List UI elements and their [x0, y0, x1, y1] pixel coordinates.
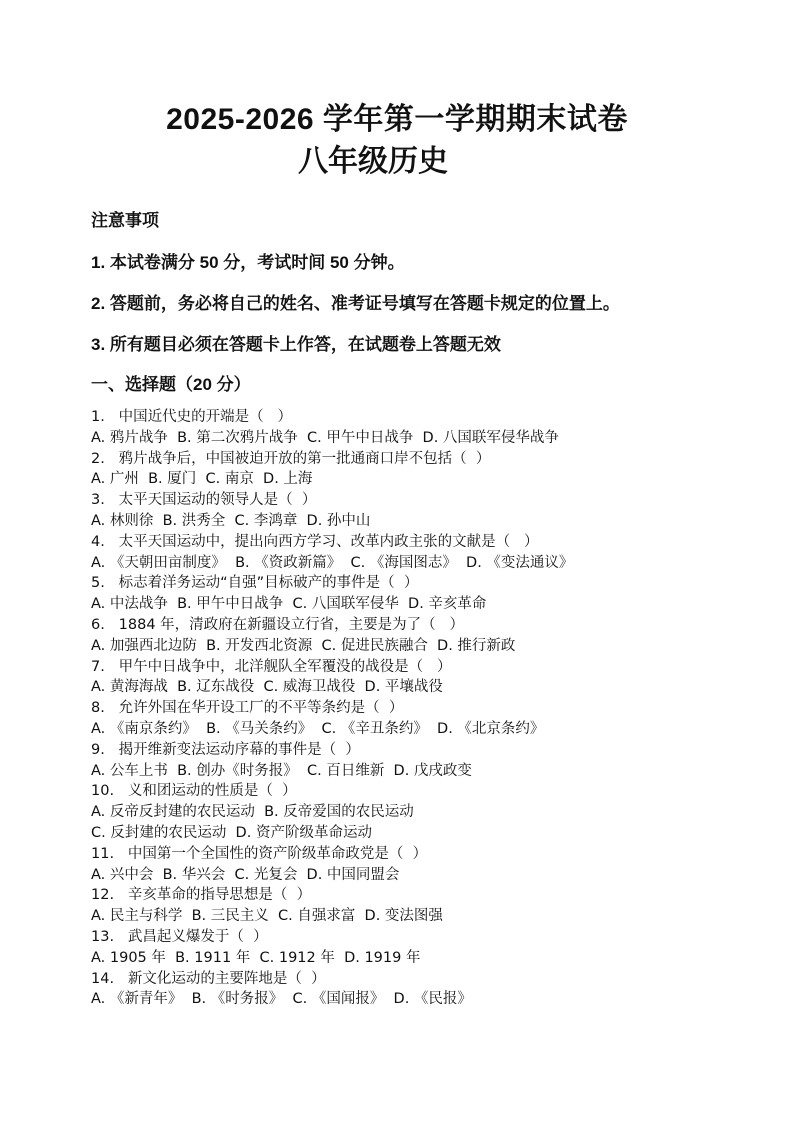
question-stem: 3. 太平天国运动的领导人是（ ） — [91, 492, 317, 509]
question-stem: 1. 中国近代史的开端是（ ） — [91, 409, 292, 425]
question-options: C. 反封建的农民运动 D. 资产阶级革命运动 — [91, 824, 372, 841]
question-stem: 5. 标志着洋务运动“自强”目标破产的事件是（ ） — [91, 575, 419, 592]
question-options: A. 《南京条约》 B. 《马关条约》 C. 《辛丑条约》 D. 《北京条约》 — [91, 720, 545, 737]
question-options: A. 公车上书 B. 创办《时务报》 C. 百日维新 D. 戊戌政变 — [91, 762, 472, 779]
question-list — [91, 407, 771, 1010]
question-options: A. 鸦片战争 B. 第二次鸦片战争 C. 甲午中日战争 D. 八国联军侵华战争 — [91, 429, 559, 446]
question-item — [91, 844, 771, 886]
question-stem: 11. 中国第一个全国性的资产阶级革命政党是（ ） — [91, 845, 428, 862]
notice-item-1: 1. 本试卷满分 50 分，考试时间 50 分钟。 — [91, 253, 405, 272]
question-stem: 13. 武昌起义爆发于（ ） — [91, 928, 268, 945]
question-item — [91, 740, 771, 782]
question-options: A. 加强西北边防 B. 开发西北资源 C. 促进民族融合 D. 推行新政 — [91, 637, 516, 654]
question-options: A. 中法战争 B. 甲午中日战争 C. 八国联军侵华 D. 辛亥革命 — [91, 596, 487, 613]
question-item — [91, 969, 771, 1011]
question-item — [91, 657, 771, 699]
question-item — [91, 927, 771, 969]
question-item — [91, 449, 771, 491]
question-stem: 8. 允许外国在华开设工厂的不平等条约是（ ） — [91, 700, 404, 717]
question-options: A. 《天朝田亩制度》 B. 《资政新篇》 C. 《海国图志》 D. 《变法通议》 — [91, 554, 574, 571]
question-stem: 10. 义和团运动的性质是（ ） — [91, 783, 297, 800]
question-stem: 2. 鸦片战争后，中国被迫开放的第一批通商口岸不包括（ ） — [91, 450, 491, 467]
question-options: A. 民主与科学 B. 三民主义 C. 自强求富 D. 变法图强 — [91, 908, 443, 925]
question-stem: 14. 新文化运动的主要阵地是（ ） — [91, 970, 326, 987]
question-options: A. 1905 年 B. 1911 年 C. 1912 年 D. 1919 年 — [91, 949, 421, 966]
question-item — [91, 615, 771, 657]
notice-item-2: 2. 答题前，务必将自己的姓名、准考证号填写在答题卡规定的位置上。 — [91, 294, 620, 313]
question-options: A. 广州 B. 厦门 C. 南京 D. 上海 — [91, 471, 313, 488]
section-title: 一、选择题（20 分） — [91, 375, 251, 394]
question-options: A. 《新青年》 B. 《时务报》 C. 《国闻报》 D. 《民报》 — [91, 991, 472, 1008]
question-item — [91, 407, 771, 449]
question-item — [91, 532, 771, 574]
question-stem: 4. 太平天国运动中，提出向西方学习、改革内政主张的文献是（ ） — [91, 533, 539, 550]
exam-title: 2025-2026 学年第一学期期末试卷 — [166, 103, 628, 136]
question-item — [91, 490, 771, 532]
question-options: A. 林则徐 B. 洪秀全 C. 李鸿章 D. 孙中山 — [91, 512, 371, 529]
question-stem: 7. 甲午中日战争中，北洋舰队全军覆没的战役是（ ） — [91, 658, 452, 675]
question-item — [91, 573, 771, 615]
question-options: A. 兴中会 B. 华兴会 C. 光复会 D. 中国同盟会 — [91, 866, 400, 883]
question-item — [91, 885, 771, 927]
question-item — [91, 781, 771, 843]
question-stem: 6. 1884 年，清政府在新疆设立行省，主要是为了（ ） — [91, 616, 464, 633]
question-options: A. 黄海海战 B. 辽东战役 C. 威海卫战役 D. 平壤战役 — [91, 679, 443, 696]
question-stem: 9. 揭开维新变法运动序幕的事件是（ ） — [91, 741, 360, 758]
question-options: A. 反帝反封建的农民运动 B. 反帝爱国的农民运动 — [91, 804, 414, 821]
exam-subtitle: 八年级历史 — [298, 145, 448, 178]
notice-heading: 注意事项 — [91, 211, 159, 230]
notice-item-3: 3. 所有题目必须在答题卡上作答，在试题卷上答题无效 — [91, 335, 501, 354]
question-stem: 12. 辛亥革命的指导思想是（ ） — [91, 887, 312, 904]
question-item — [91, 698, 771, 740]
